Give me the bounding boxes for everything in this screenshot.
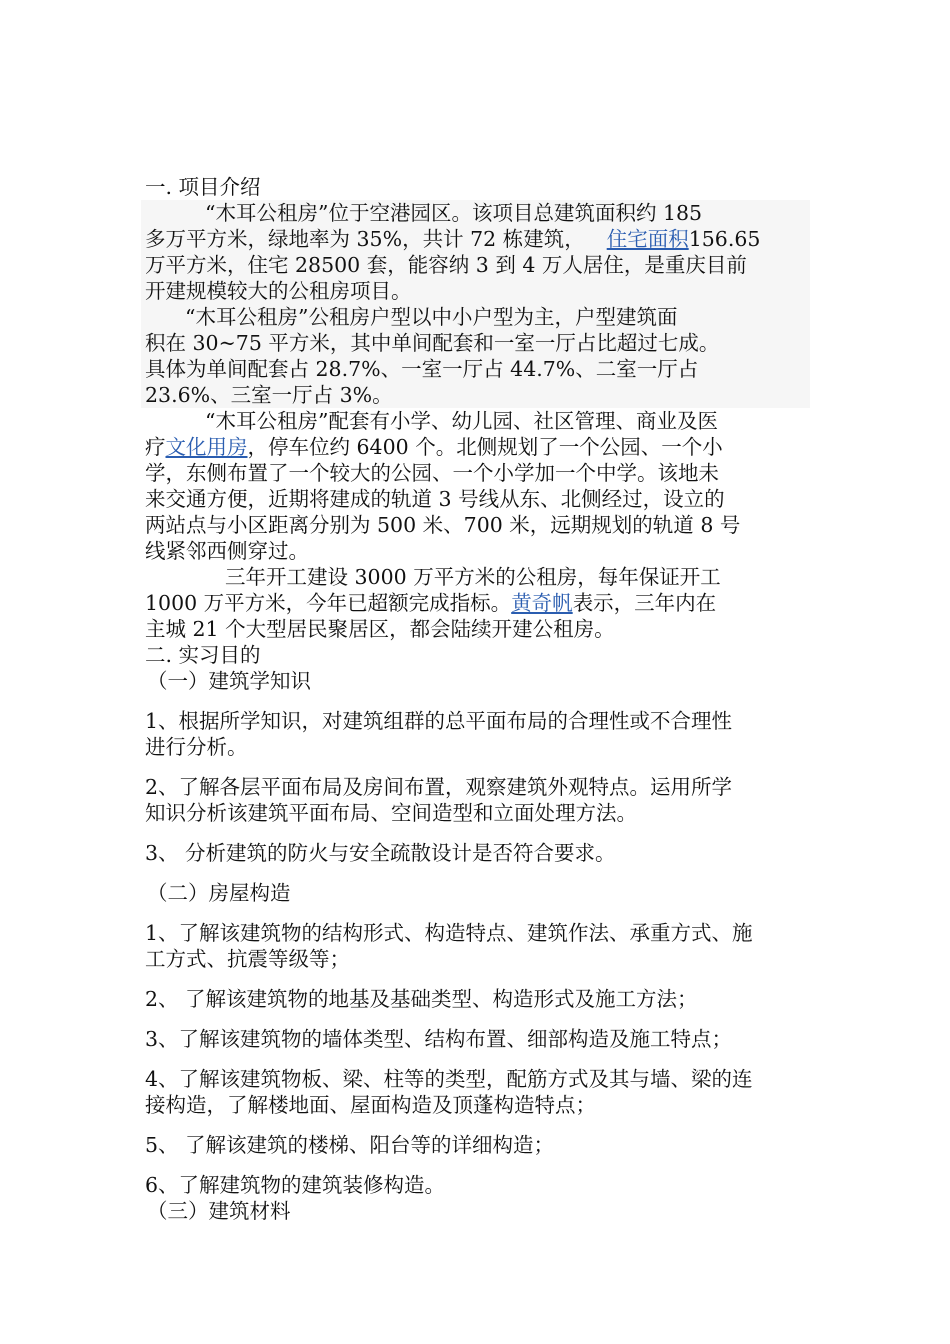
text-line	[145, 590, 810, 616]
text-line: 万平方米，住宅 28500 套，能容纳 3 到 4 万人居住，是重庆目前	[145, 253, 747, 277]
list-item: 1、了解该建筑物的结构形式、构造特点、建筑作法、承重方式、施	[145, 921, 753, 945]
text-line: 学，东侧布置了一个较大的公园、一个小学加一个中学。该地未	[145, 461, 719, 485]
list-item-continued: 进行分析。	[145, 735, 248, 759]
text-span: 多万平方米，绿地率为 35%，共计 72 栋建筑，	[145, 227, 585, 251]
list-item: 3、了解该建筑物的墙体类型、结构布置、细部构造及施工特点；	[145, 1027, 733, 1051]
text-line	[145, 226, 810, 252]
list-item: 1、根据所学知识，对建筑组群的总平面布局的合理性或不合理性	[145, 709, 733, 733]
subheading-building-construction: （二）房屋构造	[147, 881, 291, 905]
paragraph-facilities	[145, 408, 810, 564]
list-item: 4、了解该建筑物板、梁、柱等的类型，配筋方式及其与墙、梁的连	[145, 1067, 753, 1091]
list-item-continued: 接构造，了解楼地面、屋面构造及顶蓬构造特点；	[145, 1093, 596, 1117]
text-span: 156.65	[688, 227, 761, 251]
text-span: 1000 万平方米，今年已超额完成指标。	[145, 591, 512, 615]
list-item: 2、了解各层平面布局及房间布置，观察建筑外观特点。运用所学	[145, 775, 733, 799]
document-body	[145, 174, 810, 1224]
text-line: “木耳公租房”公租房户型以中小户型为主，户型建筑面	[185, 305, 678, 329]
text-line: 积在 30~75 平方米，其中单间配套和一室一厅占比超过七成。	[145, 331, 720, 355]
text-span: ，停车位约 6400 个。北侧规划了一个公园、一个小	[247, 435, 723, 459]
paragraph-unit-types	[141, 304, 810, 408]
section-heading-project-intro: 一. 项目介绍	[145, 175, 261, 199]
section-heading-internship-goals: 二. 实习目的	[145, 643, 261, 667]
list-item: 2、 了解该建筑物的地基及基础类型、构造形式及施工方法；	[145, 987, 698, 1011]
text-span: 表示，三年内在	[572, 591, 717, 615]
text-line: 两站点与小区距离分别为 500 米、700 米，远期规划的轨道 8 号	[145, 513, 741, 537]
text-line: 具体为单间配套占 28.7%、一室一厅占 44.7%、二室一厅占	[145, 357, 699, 381]
link-residential-area[interactable]: 住宅面积	[606, 227, 689, 251]
paragraph-construction-plan	[145, 564, 810, 642]
list-item-continued: 知识分析该建筑平面布局、空间造型和立面处理方法。	[145, 801, 637, 825]
text-line: 线紧邻西侧穿过。	[145, 539, 309, 563]
paragraph-project-overview	[141, 200, 810, 304]
list-item: 6、了解建筑物的建筑装修构造。	[145, 1173, 446, 1197]
list-item: 3、 分析建筑的防火与安全疏散设计是否符合要求。	[145, 841, 616, 865]
list-item: 5、 了解该建筑的楼梯、阳台等的详细构造；	[145, 1133, 555, 1157]
text-line: 23.6%、三室一厅占 3%。	[145, 383, 393, 407]
list-item-continued: 工方式、抗震等级等；	[145, 947, 350, 971]
text-span: 疗	[145, 435, 166, 459]
text-line: 三年开工建设 3000 万平方米的公租房，每年保证开工	[225, 565, 721, 589]
subheading-architecture-knowledge: （一）建筑学知识	[147, 669, 311, 693]
link-huang-qifan[interactable]: 黄奇帆	[511, 591, 573, 615]
link-cultural-buildings[interactable]: 文化用房	[165, 435, 248, 459]
text-line: 主城 21 个大型居民聚居区，都会陆续开建公租房。	[145, 617, 615, 641]
text-line: “木耳公租房”位于空港园区。该项目总建筑面积约 185	[205, 201, 703, 225]
text-line: 来交通方便，近期将建成的轨道 3 号线从东、北侧经过，设立的	[145, 487, 725, 511]
subheading-building-materials: （三）建筑材料	[147, 1199, 291, 1223]
text-line: 开建规模较大的公租房项目。	[145, 279, 412, 303]
text-line	[145, 434, 810, 460]
text-line: “木耳公租房”配套有小学、幼儿园、社区管理、商业及医	[205, 409, 718, 433]
